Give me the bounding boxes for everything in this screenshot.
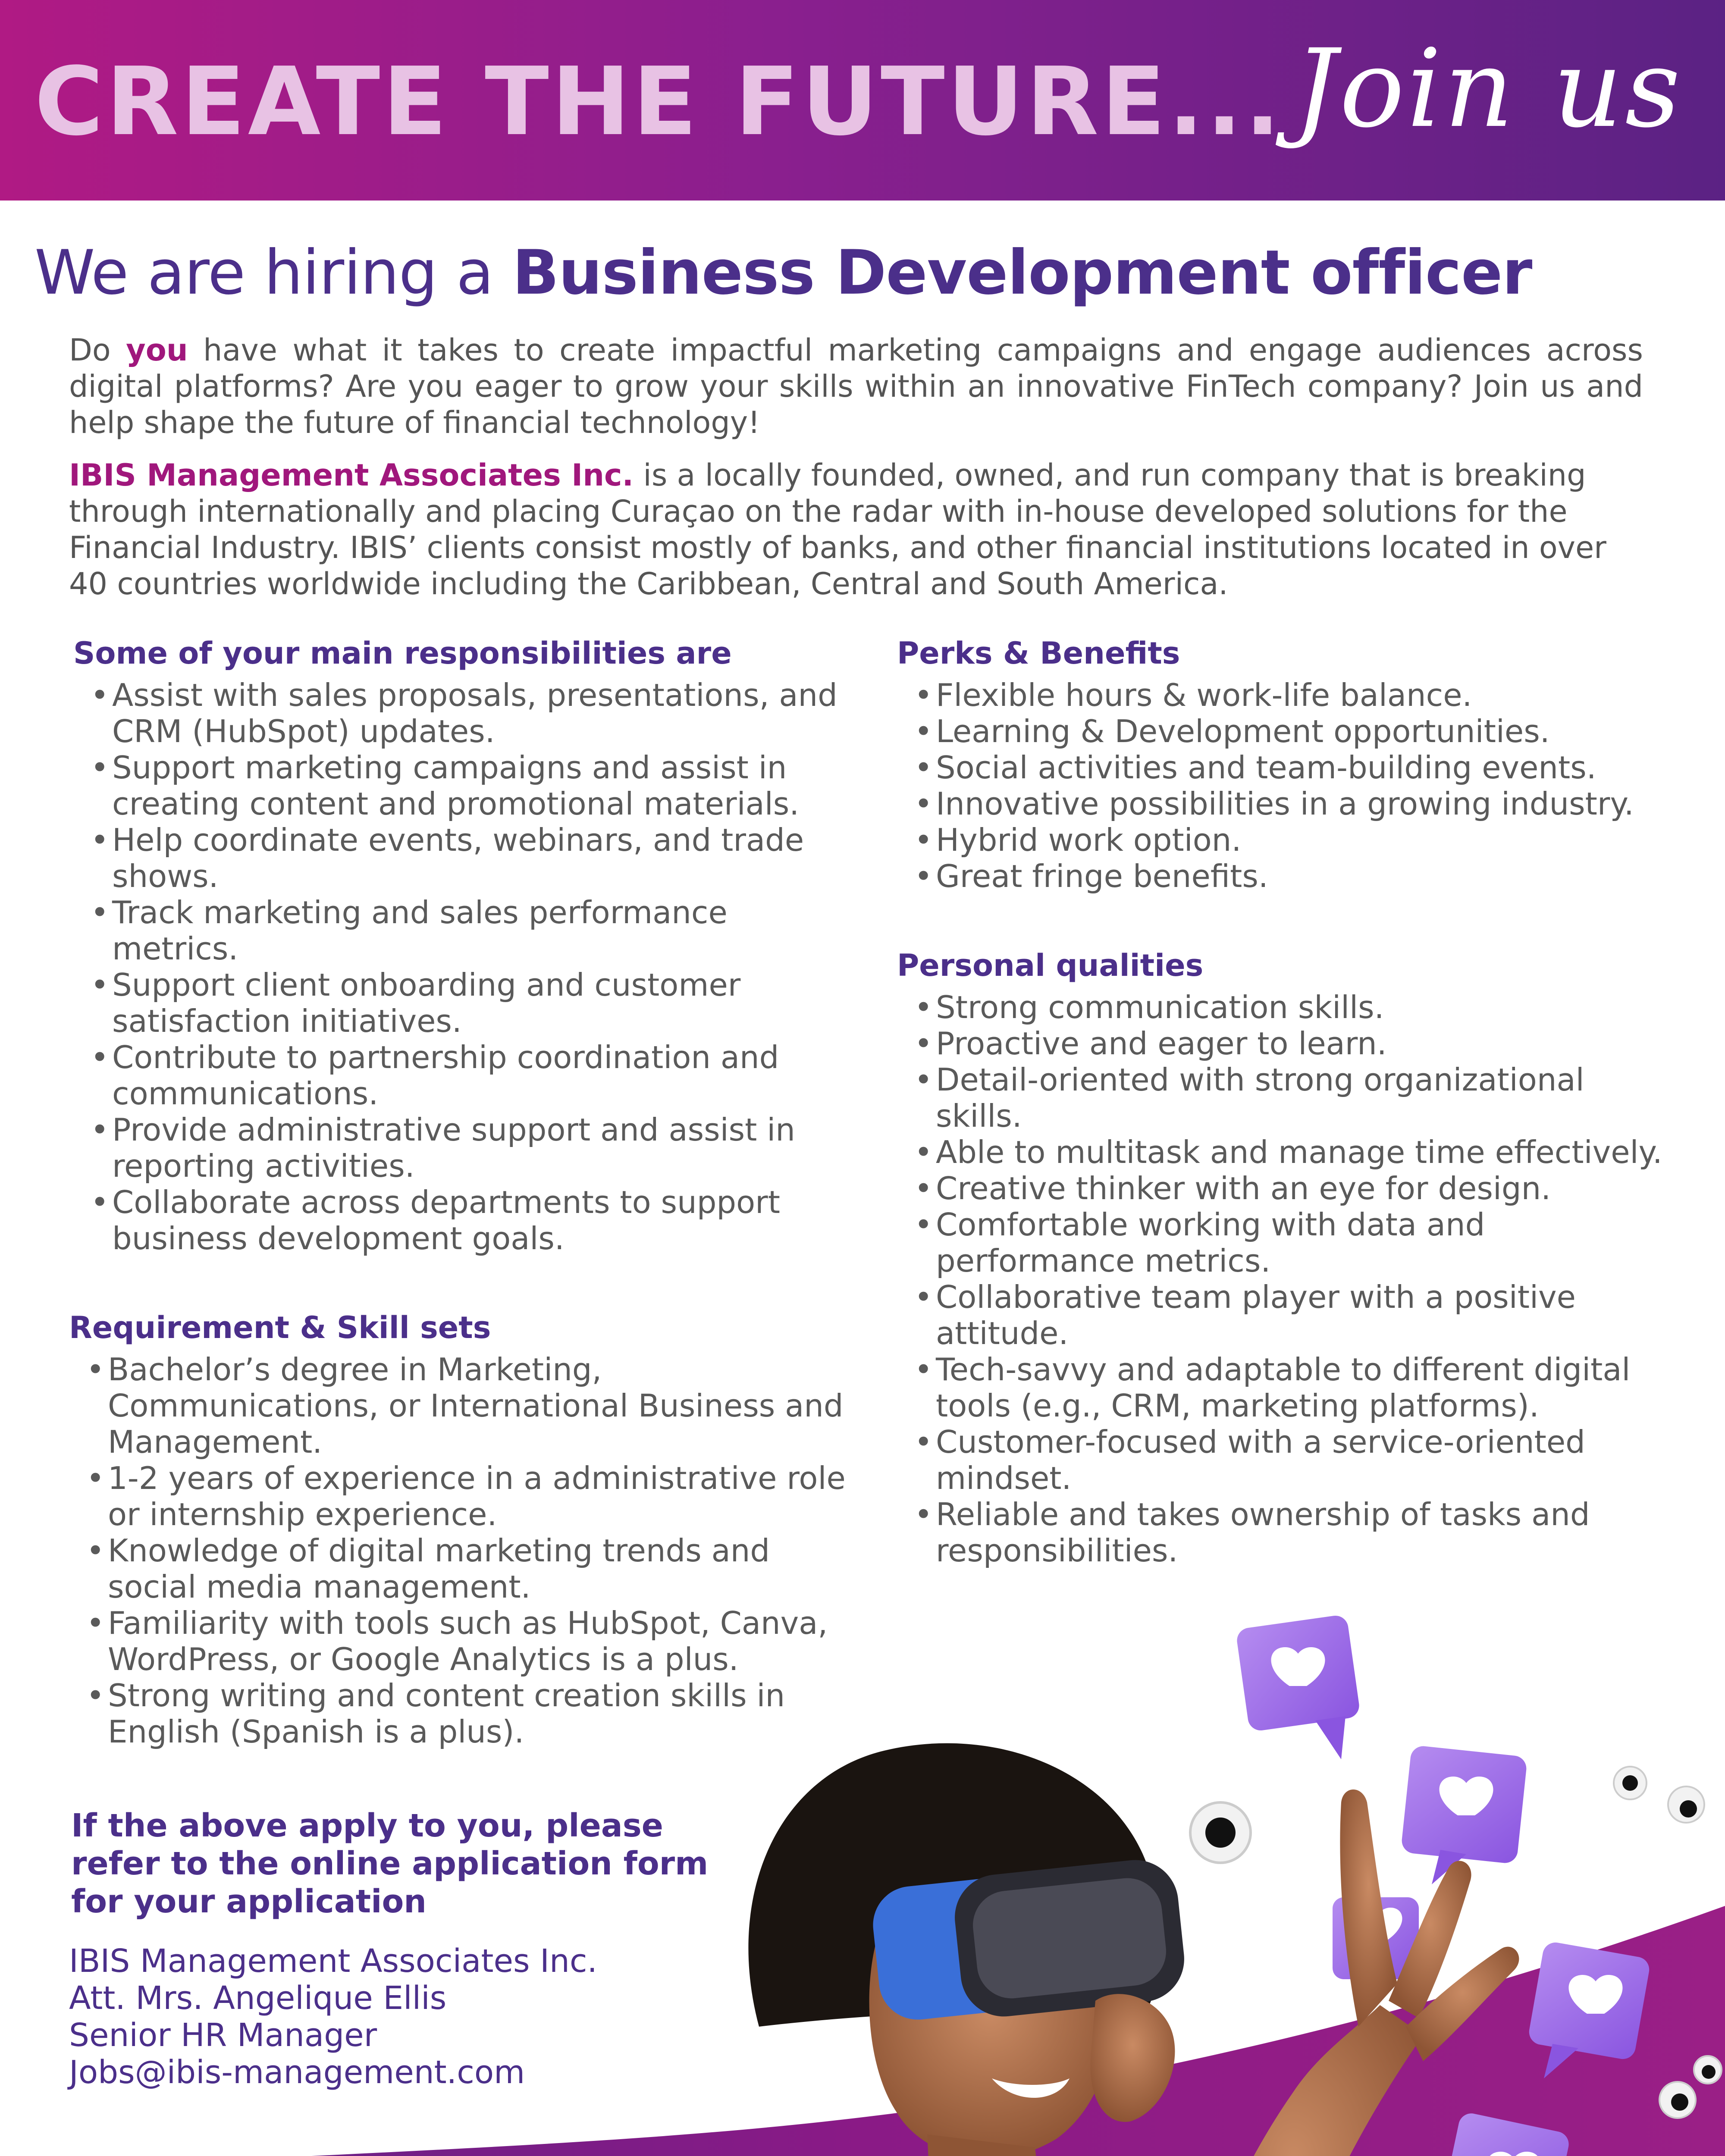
list-item: • Customer-focused with a service-oriented mindset. [893,1424,1669,1496]
googly-eye-icon [1659,2082,1696,2118]
responsibilities-title: Some of your main responsibilities are [73,636,732,671]
right-column [893,634,1669,1620]
contact-title: Senior HR Manager [69,2017,377,2054]
list-item: • Collaborate across departments to support business development goals. [69,1184,862,1257]
intro-part1: Do [69,332,126,368]
list-item: • Strong communication skills. [893,989,1669,1025]
list-item: • Provide administrative support and assist in reporting activities. [69,1112,862,1184]
googly-eye-icon [1694,2056,1722,2084]
googly-eye-icon [1614,1767,1647,1799]
list-item: • Reliable and takes ownership of tasks and responsibilities. [893,1496,1669,1569]
list-item: • Detail-oriented with strong organizational skills. [893,1062,1669,1134]
list-item: • Support client onboarding and customer satisfaction initiatives. [69,967,862,1039]
list-item: • Help coordinate events, webinars, and trade shows. [69,822,862,894]
join-us-script: Join us [1294,26,1683,151]
list-item: • Contribute to partnership coordination and communications. [69,1039,862,1112]
requirements-title: Requirement & Skill sets [69,1310,491,1345]
list-item: • Innovative possibilities in a growing industry. [893,786,1669,822]
headline-lead: We are hiring a [34,237,513,308]
intro-emphasis: you [126,332,188,368]
company-description: is a locally founded, owned, and run company that is breaking through internationally and placing Curaçao on the radar with in-house developed solutions for the Financial Industry. IBIS’ clients consist mostly of banks, and other financial institutions located in over 40 countries worldwide including the Caribbean, Central and South America. [69,458,1606,602]
list-item: • Familiarity with tools such as HubSpot, Canva, WordPress, or Google Analytics is a plus. [65,1605,862,1677]
banner-title: CREATE THE FUTURE... [34,47,1283,157]
contact-email[interactable]: Jobs@ibis-management.com [69,2054,525,2091]
headline-role: Business Development officer [512,237,1532,308]
apply-call-to-action: If the above apply to you, please refer to the online application form for your application [71,1807,709,1920]
list-item: • Strong writing and content creation skills in English (Spanish is a plus). [65,1677,862,1750]
heart-bubble-icon [1236,1614,1361,1759]
contact-attention: Att. Mrs. Angelique Ellis [69,1980,447,2017]
list-item: • Great fringe benefits. [893,858,1669,894]
company-name: IBIS Management Associates Inc. [69,458,634,493]
contact-block [69,1943,716,2091]
perks-list [893,677,1669,894]
list-item: • Learning & Development opportunities. [893,713,1669,749]
qualities-list [893,989,1669,1569]
list-item: • Social activities and team-building events. [893,749,1669,786]
list-item: • Able to multitask and manage time effectively. [893,1134,1669,1170]
list-item: • Proactive and eager to learn. [893,1025,1669,1062]
list-item: • Bachelor’s degree in Marketing, Communications, or International Business and Management. [65,1351,862,1460]
responsibilities-list [69,677,862,1257]
list-item: • Support marketing campaigns and assist in creating content and promotional materials. [69,749,862,822]
googly-eye-icon [1190,1802,1251,1863]
list-item: • Comfortable working with data and performance metrics. [893,1206,1669,1279]
list-item: • Tech-savvy and adaptable to different digital tools (e.g., CRM, marketing platforms). [893,1351,1669,1424]
left-column [69,634,862,1802]
list-item: • Knowledge of digital marketing trends and social media management. [65,1532,862,1605]
qualities-title: Personal qualities [897,948,1204,983]
list-item: • 1-2 years of experience in a administrative role or internship experience. [65,1460,862,1532]
intro-part2: have what it takes to create impactful marketing campaigns and engage audiences across digital platforms? Are you eager to grow your skills within an innovative FinTech company? Join us and help shape the future of financial technology! [69,332,1643,440]
googly-eye-icon [1668,1786,1704,1823]
list-item: • Hybrid work option. [893,822,1669,858]
list-item: • Creative thinker with an eye for design. [893,1170,1669,1206]
contact-company: IBIS Management Associates Inc. [69,1943,598,1980]
list-item: • Flexible hours & work-life balance. [893,677,1669,713]
list-item: • Track marketing and sales performance metrics. [69,894,862,967]
list-item: • Assist with sales proposals, presentations, and CRM (HubSpot) updates. [69,677,862,749]
list-item: • Collaborative team player with a positive attitude. [893,1279,1669,1351]
perks-title: Perks & Benefits [897,636,1180,671]
requirements-list [65,1351,862,1750]
